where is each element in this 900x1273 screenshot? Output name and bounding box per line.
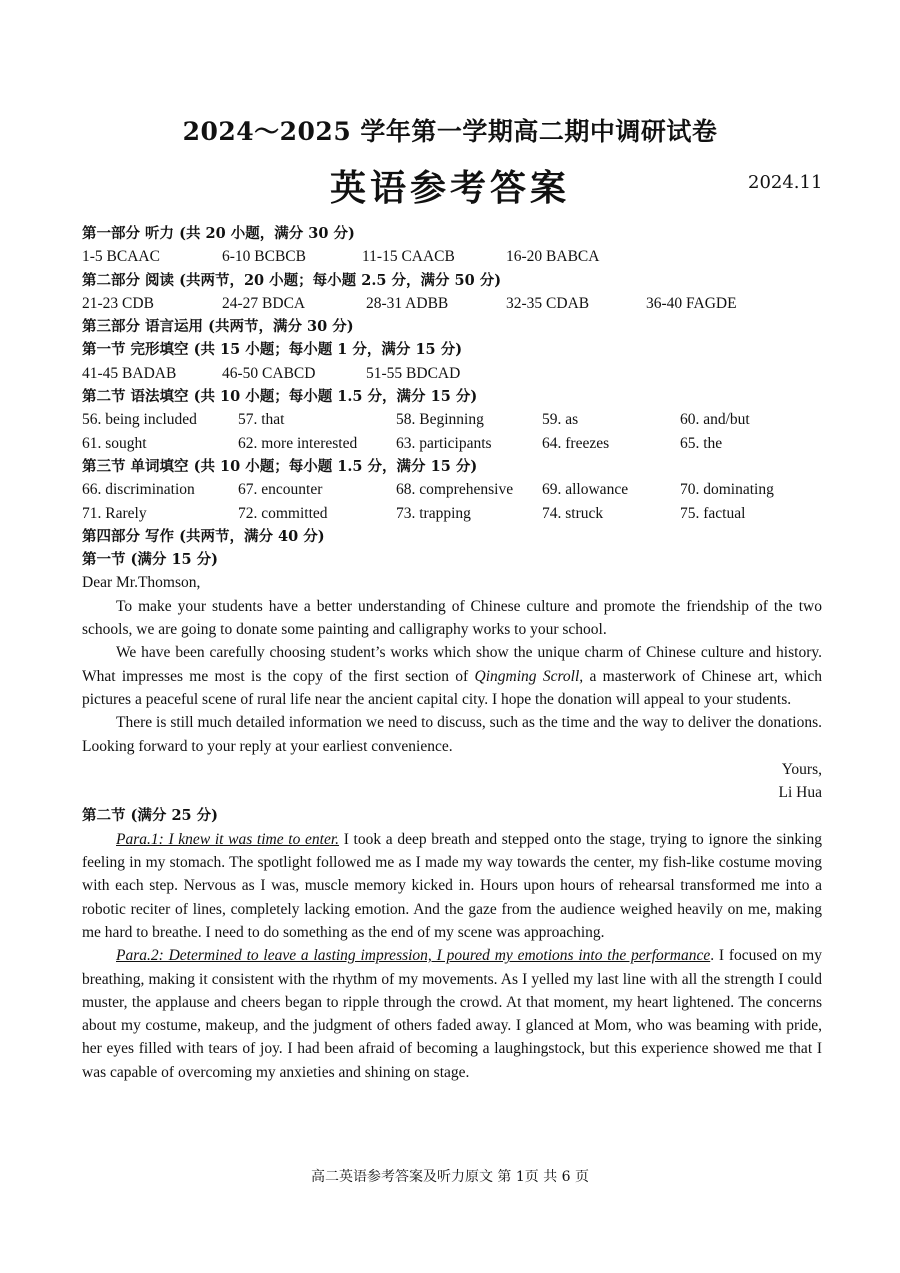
- page-title: 2024～2025 学年第一学期高二期中调研试卷: [182, 117, 718, 146]
- letter-paragraph: We have been carefully choosing student’s works which show the unique charm of Chinese culture and history. What impresses me most is the copy of the first section of Qingming Scroll, a masterwork of Chinese art, which pictures a peaceful scene of rural life near the ancient capital city. I hope the donation will appeal to your students.: [82, 644, 823, 708]
- letter-signature: Li Hua: [778, 784, 822, 802]
- story-paragraph: Para.2: Determined to leave a lasting impression, I poured my emotions into the performance. I focused on my breathing, making it consistent with the rhythm of my movements. As I yelled my last line with all the strength I could muster, the applause and cheers began to ripple through the crowd. At that moment, my heart lightened. The concerns about my costume, makeup, and the judgment of others faded away. I glanced at Mom, who was beaming with pride, her eyes filled with tears of joy. I had been afraid of becoming a laughingstock, but this experience showed me that I was capable of overcoming my anxieties and shining on stage.: [82, 947, 822, 1081]
- part2-heading: 第二部分 阅读 (共两节，20 小题；每小题 2.5 分，满分 50 分): [82, 271, 502, 289]
- answer-item: 69. allowance: [542, 481, 629, 499]
- answer-item: 56. being included: [82, 411, 197, 429]
- answer-item: 60. and/but: [680, 411, 750, 429]
- answer-group: 46-50 CABCD: [222, 364, 316, 382]
- answer-item: 63. participants: [396, 434, 492, 452]
- answer-group: 51-55 BDCAD: [366, 364, 461, 382]
- letter-paragraph: There is still much detailed information we need to discuss, such as the time and the way to deliver the donations. Looking forward to your reply at your earliest convenience.: [82, 714, 822, 755]
- answer-item: 68. comprehensive: [396, 481, 514, 499]
- answer-group: 16-20 BABCA: [506, 248, 600, 266]
- story-paragraph: Para.1: I knew it was time to enter. I took a deep breath and stepped onto the stage, trying to ignore the sinking feeling in my stomach. The spotlight followed me as I made my way towards the center, my fish-like costume moving with each step. Nervous as I was, muscle memory kicked in. Hours upon hours of rehearsal transformed me into a robotic reciter of lines, completely lacking emotion. And the gaze from the audience weighed heavily on me, making me hard to breathe. I need to do something as the end of my scene was approaching.: [82, 830, 822, 941]
- answer-group: 24-27 BDCA: [222, 294, 306, 312]
- answer-item: 73. trapping: [396, 504, 471, 522]
- answer-item: 57. that: [238, 411, 285, 429]
- grammar-answers-row: [82, 432, 822, 455]
- part3-heading: 第三部分 语言运用 (共两节，满分 30 分): [82, 318, 354, 336]
- answer-item: 58. Beginning: [396, 411, 484, 429]
- answer-group: 6-10 BCBCB: [222, 248, 306, 266]
- part3-section2-heading: 第二节 语法填空 (共 10 小题；每小题 1.5 分，满分 15 分): [82, 388, 478, 406]
- answer-item: 61. sought: [82, 434, 147, 452]
- answer-item: 59. as: [542, 411, 579, 429]
- grammar-answers-row: [82, 408, 822, 431]
- word-answers-row: [82, 478, 822, 501]
- part2-answers: [82, 292, 822, 315]
- part4-section2-heading: 第二节 (满分 25 分): [82, 807, 219, 825]
- answer-content: [82, 222, 822, 1084]
- answer-item: 70. dominating: [680, 481, 774, 499]
- answer-item: 66. discrimination: [82, 481, 195, 499]
- answer-group: 41-45 BADAB: [82, 364, 177, 382]
- word-answers-row: [82, 502, 822, 525]
- letter-salutation: Dear Mr.Thomson,: [82, 574, 201, 592]
- part3-section1-heading: 第一节 完形填空 (共 15 小题；每小题 1 分，满分 15 分): [82, 341, 463, 359]
- page-subtitle: 英语参考答案: [329, 167, 570, 209]
- answer-group: 32-35 CDAB: [506, 294, 590, 312]
- answer-group: 21-23 CDB: [82, 294, 154, 312]
- document-date: 2024.11: [748, 172, 823, 193]
- answer-item: 62. more interested: [238, 434, 358, 452]
- letter-paragraph: To make your students have a better understanding of Chinese culture and promote the friendship of the two schools, we are going to donate some painting and calligraphy works to your school.: [82, 597, 822, 639]
- answer-item: 74. struck: [542, 504, 604, 522]
- answer-group: 11-15 CAACB: [362, 248, 455, 266]
- part1-heading: 第一部分 听力 (共 20 小题，满分 30 分): [82, 225, 355, 242]
- answer-item: 64. freezes: [542, 434, 610, 452]
- answer-group: 36-40 FAGDE: [646, 294, 737, 312]
- answer-item: 75. factual: [680, 504, 746, 522]
- answer-item: 72. committed: [238, 504, 328, 522]
- part3-section3-heading: 第三节 单词填空 (共 10 小题；每小题 1.5 分，满分 15 分): [82, 457, 478, 475]
- paragraph-lead-sentence: Para.1: I knew it was time to enter.: [116, 830, 340, 848]
- answer-item: 65. the: [680, 434, 723, 452]
- letter-closing: Yours,: [781, 760, 822, 778]
- paragraph-lead-sentence: Para.2: Determined to leave a lasting impression, I poured my emotions into the performance: [116, 947, 711, 965]
- answer-group: 28-31 ADBB: [366, 294, 449, 312]
- artwork-title: Qingming Scroll,: [474, 667, 584, 685]
- answer-group: 1-5 BCAAC: [82, 248, 160, 266]
- answer-item: 67. encounter: [238, 481, 323, 499]
- part1-answers: [82, 245, 822, 268]
- part4-section1-heading: 第一节 (满分 15 分): [82, 551, 219, 569]
- part3-section1-answers: [82, 362, 822, 385]
- answer-item: 71. Rarely: [82, 504, 147, 522]
- page-footer: 高二英语参考答案及听力原文 第 1页 共 6 页: [310, 1169, 590, 1185]
- part4-heading: 第四部分 写作 (共两节，满分 40 分): [82, 527, 325, 545]
